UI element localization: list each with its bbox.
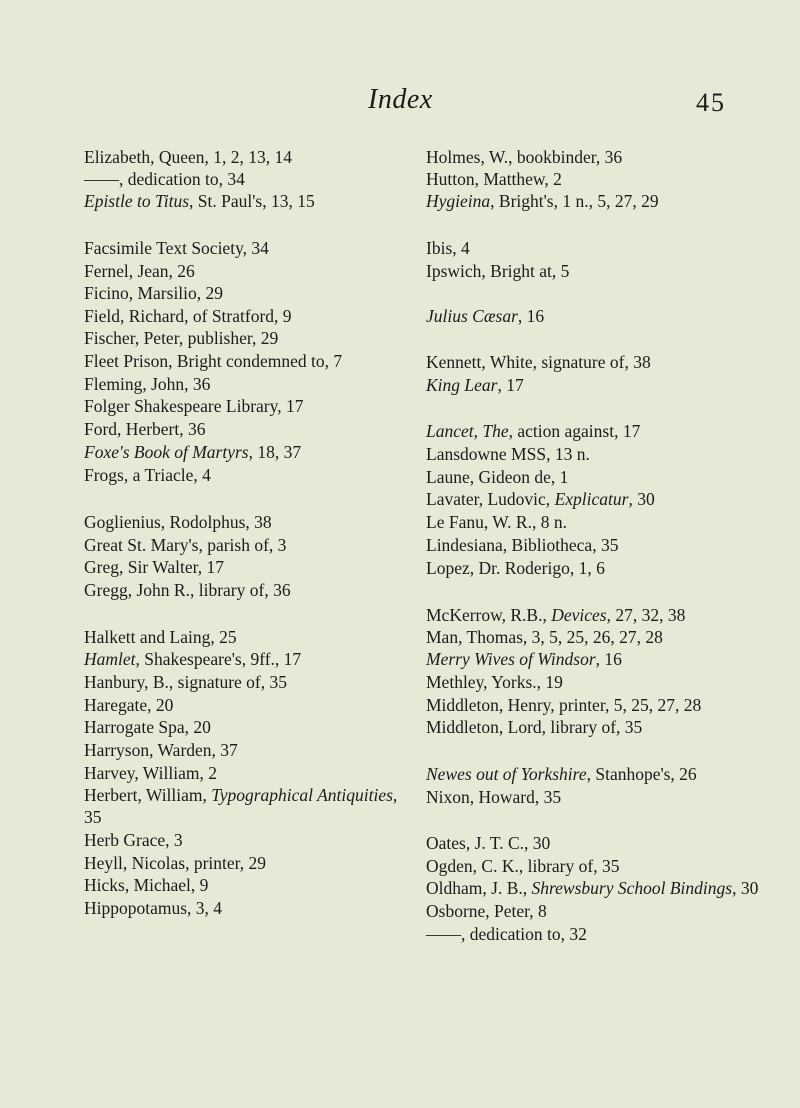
page-number: 45	[696, 88, 726, 117]
index-entry-text: Le Fanu, W. R., 8 n.	[426, 512, 567, 532]
index-entry-text: Ford, Herbert, 36	[84, 419, 206, 439]
index-entry	[426, 372, 524, 398]
index-entry-title: Julius Cæsar	[426, 306, 518, 326]
index-entry-title: Devices	[551, 605, 607, 625]
index-entry	[426, 555, 605, 581]
page-title: Index	[368, 84, 433, 115]
index-entry-title: Hamlet	[84, 649, 136, 669]
index-entry-title: Epistle to Titus	[84, 191, 190, 211]
index-entry-text: Ogden, C. K., library of, 35	[426, 856, 620, 876]
index-entry-text: Frogs, a Triacle, 4	[84, 465, 211, 485]
index-entry-text: Osborne, Peter, 8	[426, 901, 547, 921]
index-entry-title: Hygieina	[426, 191, 491, 211]
index-entry-text: Haregate, 20	[84, 695, 174, 715]
index-entry-text: Lopez, Dr. Roderigo, 1, 6	[426, 558, 605, 578]
index-entry-text: Goglienius, Rodolphus, 38	[84, 512, 272, 532]
index-entry-text: ——, dedication to, 32	[426, 924, 587, 944]
index-entry-text: Fischer, Peter, publisher, 29	[84, 328, 279, 348]
index-entry-text: Field, Richard, of Stratford, 9	[84, 306, 292, 326]
index-entry-text: Oldham, J. B.,	[426, 878, 532, 898]
index-entry-text: Lindesiana, Bibliotheca, 35	[426, 535, 619, 555]
index-entry	[84, 462, 211, 488]
index-entry-text: Fernel, Jean, 26	[84, 261, 195, 281]
index-entry-text: Kennett, White, signature of, 38	[426, 352, 651, 372]
index-entry-text: Greg, Sir Walter, 17	[84, 557, 224, 577]
index-entry-text: , 18, 37	[248, 442, 302, 462]
index-entry-title: Foxe's Book of Martyrs	[84, 442, 249, 462]
index-entry-text: Middleton, Henry, printer, 5, 25, 27, 28	[426, 695, 702, 715]
index-entry-text: 35	[84, 807, 102, 827]
index-entry-text: Lavater, Ludovic,	[426, 489, 555, 509]
index-entry-text: Hutton, Matthew, 2	[426, 169, 562, 189]
index-entry-title: Lancet, The	[426, 421, 509, 441]
index-entry-text: Herb Grace, 3	[84, 830, 183, 850]
index-entry-title: Merry Wives of Windsor	[426, 649, 596, 669]
index-entry	[84, 577, 291, 603]
index-entry-text: Methley, Yorks., 19	[426, 672, 563, 692]
index-entry-text: Gregg, John R., library of, 36	[84, 580, 291, 600]
index-entry-text: , 30	[628, 489, 655, 509]
index-entry-text: Fleming, John, 36	[84, 374, 211, 394]
index-entry-title: Explicatur	[554, 489, 629, 509]
page-header	[0, 84, 800, 124]
index-entry-text: ,	[392, 785, 398, 805]
index-entry-text: Halkett and Laing, 25	[84, 627, 237, 647]
index-entry-text: , Stanhope's, 26	[586, 764, 697, 784]
index-entry-text: McKerrow, R.B.,	[426, 605, 552, 625]
index-entry-text: Lansdowne MSS, 13 n.	[426, 444, 590, 464]
index-entry-text: Hicks, Michael, 9	[84, 875, 209, 895]
index-entry-text: , 17	[497, 375, 524, 395]
index-entry-text: Man, Thomas, 3, 5, 25, 26, 27, 28	[426, 627, 663, 647]
index-entry-text: , St. Paul's, 13, 15	[189, 191, 315, 211]
index-entry-text: , 16	[517, 306, 545, 326]
index-entry	[426, 784, 561, 810]
index-entry-text: Facsimile Text Society, 34	[84, 238, 269, 258]
index-entry	[84, 782, 397, 808]
index-entry-text: , 30	[732, 878, 759, 898]
index-entry-title: King Lear	[426, 375, 498, 395]
index-entry-text: Folger Shakespeare Library, 17	[84, 396, 304, 416]
index-entry-title: Shrewsbury School Bindings	[531, 878, 733, 898]
index-entry-text: Hanbury, B., signature of, 35	[84, 672, 287, 692]
index-entry-title: Typographical Antiquities	[211, 785, 393, 805]
index-entry-text: Heyll, Nicolas, printer, 29	[84, 853, 267, 873]
index-entry	[426, 258, 569, 284]
index-entry-text: Hippopotamus, 3, 4	[84, 898, 223, 918]
index-entry-text: Oates, J. T. C., 30	[426, 833, 551, 853]
index-entry	[84, 895, 222, 921]
index-entry-text: Herbert, William,	[84, 785, 212, 805]
index-entry-text: Harvey, William, 2	[84, 763, 217, 783]
index-entry-text: Harryson, Warden, 37	[84, 740, 238, 760]
index-entry-text: Holmes, W., bookbinder, 36	[426, 147, 623, 167]
index-entry-text: , Bright's, 1 n., 5, 27, 29	[490, 191, 659, 211]
index-entry	[426, 714, 642, 740]
index-entry-text: , action against, 17	[508, 421, 641, 441]
index-entry-text: , 16	[595, 649, 622, 669]
index-entry-text: , Shakespeare's, 9ff., 17	[135, 649, 302, 669]
index-entry-text: Ficino, Marsilio, 29	[84, 283, 224, 303]
index-entry-text: Fleet Prison, Bright condemned to, 7	[84, 351, 343, 371]
index-entry-text: Great St. Mary's, parish of, 3	[84, 535, 287, 555]
index-entry	[426, 188, 659, 214]
index-entry-text: Laune, Gideon de, 1	[426, 467, 569, 487]
index-entry-text: Harrogate Spa, 20	[84, 717, 211, 737]
index-entry-text: ——, dedication to, 34	[84, 169, 245, 189]
index-entry	[426, 303, 544, 329]
index-entry	[426, 921, 587, 947]
index-entry-text: Elizabeth, Queen, 1, 2, 13, 14	[84, 147, 293, 167]
index-entry-text: Ibis, 4	[426, 238, 470, 258]
index-entry	[84, 188, 315, 214]
index-entry-title: Newes out of Yorkshire	[426, 764, 587, 784]
index-entry-text: Ipswich, Bright at, 5	[426, 261, 570, 281]
index-entry-text: , 27, 32, 38	[606, 605, 686, 625]
index-entry-text: Nixon, Howard, 35	[426, 787, 562, 807]
index-entry-text: Middleton, Lord, library of, 35	[426, 717, 643, 737]
